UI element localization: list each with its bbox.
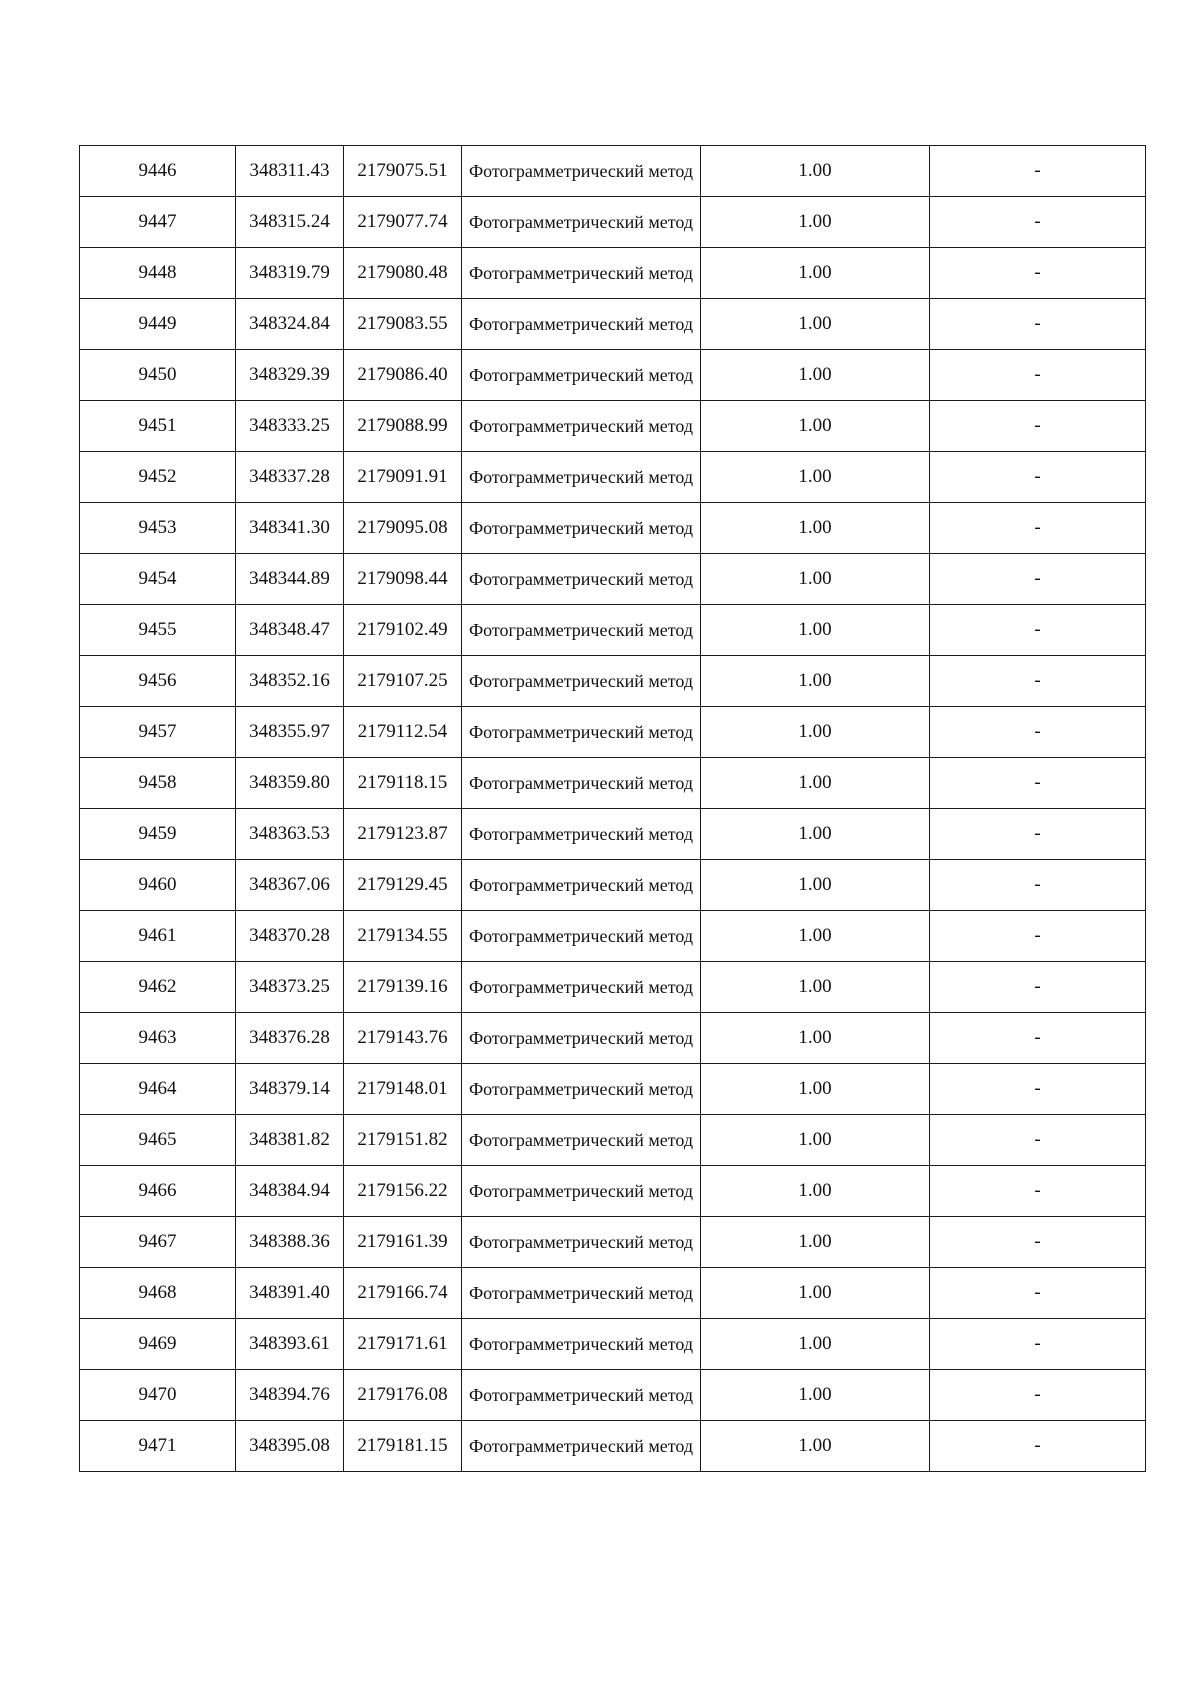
accuracy-cell: 1.00 (701, 554, 930, 605)
y-coordinate-cell: 2179129.45 (344, 860, 462, 911)
point-number-cell: 9459 (80, 809, 236, 860)
description-cell: - (930, 503, 1146, 554)
y-coordinate-cell: 2179083.55 (344, 299, 462, 350)
x-coordinate-cell: 348315.24 (236, 197, 344, 248)
table-row (80, 1370, 1146, 1421)
description-cell: - (930, 809, 1146, 860)
x-coordinate-cell: 348324.84 (236, 299, 344, 350)
x-coordinate-cell: 348311.43 (236, 146, 344, 197)
description-cell: - (930, 146, 1146, 197)
y-coordinate-cell: 2179161.39 (344, 1217, 462, 1268)
y-coordinate-cell: 2179134.55 (344, 911, 462, 962)
method-cell: Фотограмметрический метод (462, 1166, 701, 1217)
accuracy-cell: 1.00 (701, 1217, 930, 1268)
accuracy-cell: 1.00 (701, 401, 930, 452)
y-coordinate-cell: 2179151.82 (344, 1115, 462, 1166)
x-coordinate-cell: 348352.16 (236, 656, 344, 707)
table-row (80, 707, 1146, 758)
table-row (80, 248, 1146, 299)
table-row (80, 860, 1146, 911)
description-cell: - (930, 299, 1146, 350)
point-number-cell: 9455 (80, 605, 236, 656)
x-coordinate-cell: 348319.79 (236, 248, 344, 299)
accuracy-cell: 1.00 (701, 656, 930, 707)
method-cell: Фотограмметрический метод (462, 605, 701, 656)
point-number-cell: 9461 (80, 911, 236, 962)
accuracy-cell: 1.00 (701, 809, 930, 860)
x-coordinate-cell: 348376.28 (236, 1013, 344, 1064)
table-row (80, 452, 1146, 503)
point-number-cell: 9458 (80, 758, 236, 809)
x-coordinate-cell: 348363.53 (236, 809, 344, 860)
y-coordinate-cell: 2179107.25 (344, 656, 462, 707)
point-number-cell: 9453 (80, 503, 236, 554)
method-cell: Фотограмметрический метод (462, 503, 701, 554)
description-cell: - (930, 248, 1146, 299)
accuracy-cell: 1.00 (701, 758, 930, 809)
y-coordinate-cell: 2179148.01 (344, 1064, 462, 1115)
table-row (80, 605, 1146, 656)
point-number-cell: 9454 (80, 554, 236, 605)
y-coordinate-cell: 2179156.22 (344, 1166, 462, 1217)
y-coordinate-cell: 2179118.15 (344, 758, 462, 809)
y-coordinate-cell: 2179102.49 (344, 605, 462, 656)
accuracy-cell: 1.00 (701, 1421, 930, 1472)
description-cell: - (930, 452, 1146, 503)
table-row (80, 1013, 1146, 1064)
table-row (80, 962, 1146, 1013)
method-cell: Фотограмметрический метод (462, 350, 701, 401)
description-cell: - (930, 1370, 1146, 1421)
description-cell: - (930, 605, 1146, 656)
description-cell: - (930, 911, 1146, 962)
method-cell: Фотограмметрический метод (462, 248, 701, 299)
point-number-cell: 9464 (80, 1064, 236, 1115)
y-coordinate-cell: 2179139.16 (344, 962, 462, 1013)
y-coordinate-cell: 2179166.74 (344, 1268, 462, 1319)
method-cell: Фотограмметрический метод (462, 656, 701, 707)
accuracy-cell: 1.00 (701, 299, 930, 350)
point-number-cell: 9466 (80, 1166, 236, 1217)
accuracy-cell: 1.00 (701, 605, 930, 656)
y-coordinate-cell: 2179088.99 (344, 401, 462, 452)
description-cell: - (930, 758, 1146, 809)
table-row (80, 758, 1146, 809)
description-cell: - (930, 1268, 1146, 1319)
table-row (80, 911, 1146, 962)
y-coordinate-cell: 2179181.15 (344, 1421, 462, 1472)
description-cell: - (930, 350, 1146, 401)
method-cell: Фотограмметрический метод (462, 860, 701, 911)
accuracy-cell: 1.00 (701, 1370, 930, 1421)
accuracy-cell: 1.00 (701, 503, 930, 554)
table-row (80, 350, 1146, 401)
x-coordinate-cell: 348373.25 (236, 962, 344, 1013)
table-row (80, 1166, 1146, 1217)
description-cell: - (930, 401, 1146, 452)
method-cell: Фотограмметрический метод (462, 911, 701, 962)
accuracy-cell: 1.00 (701, 962, 930, 1013)
y-coordinate-cell: 2179095.08 (344, 503, 462, 554)
point-number-cell: 9448 (80, 248, 236, 299)
x-coordinate-cell: 348359.80 (236, 758, 344, 809)
x-coordinate-cell: 348355.97 (236, 707, 344, 758)
table-row (80, 809, 1146, 860)
x-coordinate-cell: 348329.39 (236, 350, 344, 401)
x-coordinate-cell: 348348.47 (236, 605, 344, 656)
accuracy-cell: 1.00 (701, 707, 930, 758)
point-number-cell: 9470 (80, 1370, 236, 1421)
method-cell: Фотограмметрический метод (462, 197, 701, 248)
point-number-cell: 9449 (80, 299, 236, 350)
table-row (80, 1064, 1146, 1115)
point-number-cell: 9456 (80, 656, 236, 707)
point-number-cell: 9446 (80, 146, 236, 197)
table-row (80, 299, 1146, 350)
y-coordinate-cell: 2179077.74 (344, 197, 462, 248)
point-number-cell: 9451 (80, 401, 236, 452)
method-cell: Фотограмметрический метод (462, 1319, 701, 1370)
accuracy-cell: 1.00 (701, 860, 930, 911)
description-cell: - (930, 1217, 1146, 1268)
x-coordinate-cell: 348341.30 (236, 503, 344, 554)
x-coordinate-cell: 348381.82 (236, 1115, 344, 1166)
point-number-cell: 9469 (80, 1319, 236, 1370)
x-coordinate-cell: 348388.36 (236, 1217, 344, 1268)
y-coordinate-cell: 2179171.61 (344, 1319, 462, 1370)
table-row (80, 503, 1146, 554)
y-coordinate-cell: 2179098.44 (344, 554, 462, 605)
description-cell: - (930, 1064, 1146, 1115)
point-number-cell: 9452 (80, 452, 236, 503)
table-row (80, 1268, 1146, 1319)
y-coordinate-cell: 2179176.08 (344, 1370, 462, 1421)
method-cell: Фотограмметрический метод (462, 452, 701, 503)
point-number-cell: 9462 (80, 962, 236, 1013)
table-row (80, 146, 1146, 197)
description-cell: - (930, 1115, 1146, 1166)
method-cell: Фотограмметрический метод (462, 1064, 701, 1115)
coordinates-table-body (80, 146, 1146, 1472)
table-row (80, 1115, 1146, 1166)
accuracy-cell: 1.00 (701, 1319, 930, 1370)
x-coordinate-cell: 348333.25 (236, 401, 344, 452)
x-coordinate-cell: 348344.89 (236, 554, 344, 605)
accuracy-cell: 1.00 (701, 197, 930, 248)
description-cell: - (930, 197, 1146, 248)
accuracy-cell: 1.00 (701, 248, 930, 299)
method-cell: Фотограмметрический метод (462, 1370, 701, 1421)
method-cell: Фотограмметрический метод (462, 146, 701, 197)
x-coordinate-cell: 348370.28 (236, 911, 344, 962)
method-cell: Фотограмметрический метод (462, 1013, 701, 1064)
description-cell: - (930, 656, 1146, 707)
table-row (80, 1319, 1146, 1370)
table-row (80, 656, 1146, 707)
description-cell: - (930, 860, 1146, 911)
x-coordinate-cell: 348391.40 (236, 1268, 344, 1319)
method-cell: Фотограмметрический метод (462, 299, 701, 350)
y-coordinate-cell: 2179086.40 (344, 350, 462, 401)
y-coordinate-cell: 2179112.54 (344, 707, 462, 758)
x-coordinate-cell: 348393.61 (236, 1319, 344, 1370)
point-number-cell: 9463 (80, 1013, 236, 1064)
description-cell: - (930, 1319, 1146, 1370)
point-number-cell: 9468 (80, 1268, 236, 1319)
description-cell: - (930, 707, 1146, 758)
point-number-cell: 9467 (80, 1217, 236, 1268)
x-coordinate-cell: 348379.14 (236, 1064, 344, 1115)
accuracy-cell: 1.00 (701, 911, 930, 962)
accuracy-cell: 1.00 (701, 350, 930, 401)
x-coordinate-cell: 348394.76 (236, 1370, 344, 1421)
description-cell: - (930, 1166, 1146, 1217)
x-coordinate-cell: 348395.08 (236, 1421, 344, 1472)
method-cell: Фотограмметрический метод (462, 1217, 701, 1268)
description-cell: - (930, 1421, 1146, 1472)
description-cell: - (930, 962, 1146, 1013)
accuracy-cell: 1.00 (701, 1064, 930, 1115)
method-cell: Фотограмметрический метод (462, 554, 701, 605)
accuracy-cell: 1.00 (701, 1013, 930, 1064)
description-cell: - (930, 1013, 1146, 1064)
point-number-cell: 9450 (80, 350, 236, 401)
y-coordinate-cell: 2179143.76 (344, 1013, 462, 1064)
method-cell: Фотограмметрический метод (462, 1268, 701, 1319)
method-cell: Фотограмметрический метод (462, 962, 701, 1013)
method-cell: Фотограмметрический метод (462, 1115, 701, 1166)
coordinates-table (79, 145, 1146, 1472)
accuracy-cell: 1.00 (701, 1268, 930, 1319)
table-row (80, 401, 1146, 452)
accuracy-cell: 1.00 (701, 1166, 930, 1217)
method-cell: Фотограмметрический метод (462, 707, 701, 758)
table-row (80, 1217, 1146, 1268)
description-cell: - (930, 554, 1146, 605)
y-coordinate-cell: 2179091.91 (344, 452, 462, 503)
method-cell: Фотограмметрический метод (462, 401, 701, 452)
method-cell: Фотограмметрический метод (462, 809, 701, 860)
point-number-cell: 9447 (80, 197, 236, 248)
table-row (80, 1421, 1146, 1472)
x-coordinate-cell: 348384.94 (236, 1166, 344, 1217)
point-number-cell: 9465 (80, 1115, 236, 1166)
accuracy-cell: 1.00 (701, 1115, 930, 1166)
accuracy-cell: 1.00 (701, 146, 930, 197)
point-number-cell: 9460 (80, 860, 236, 911)
x-coordinate-cell: 348337.28 (236, 452, 344, 503)
method-cell: Фотограмметрический метод (462, 758, 701, 809)
point-number-cell: 9457 (80, 707, 236, 758)
method-cell: Фотограмметрический метод (462, 1421, 701, 1472)
y-coordinate-cell: 2179123.87 (344, 809, 462, 860)
accuracy-cell: 1.00 (701, 452, 930, 503)
table-row (80, 554, 1146, 605)
x-coordinate-cell: 348367.06 (236, 860, 344, 911)
y-coordinate-cell: 2179075.51 (344, 146, 462, 197)
y-coordinate-cell: 2179080.48 (344, 248, 462, 299)
point-number-cell: 9471 (80, 1421, 236, 1472)
table-row (80, 197, 1146, 248)
